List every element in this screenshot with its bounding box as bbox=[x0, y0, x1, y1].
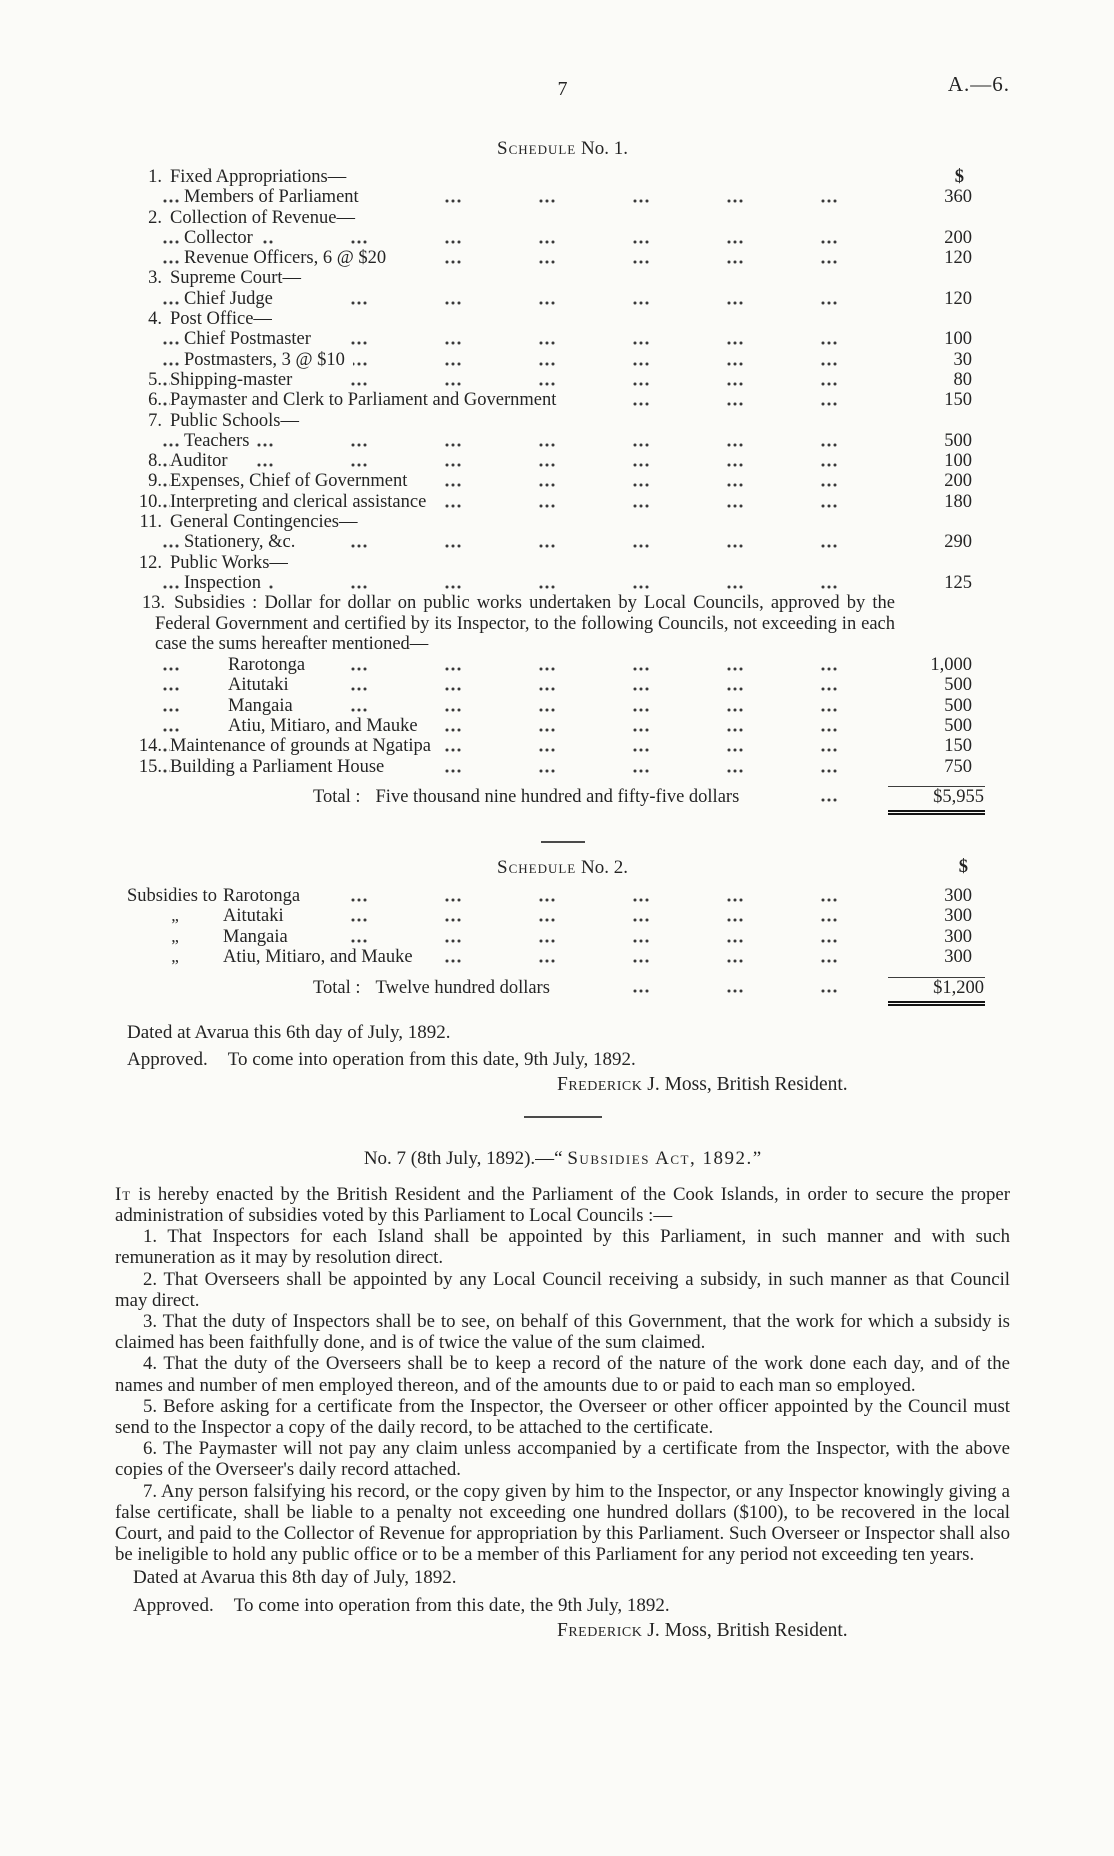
currency-header: $ bbox=[958, 856, 968, 877]
act-enacting-clause bbox=[115, 1184, 1010, 1226]
row-number: 3. bbox=[148, 268, 162, 289]
row-label: Stationery, &c. bbox=[184, 532, 303, 552]
row-label: Mangaia bbox=[228, 696, 301, 716]
schedule-1 bbox=[115, 138, 1010, 815]
total-amount: $5,955 bbox=[888, 786, 985, 815]
approved-text: To come into operation from this date, 9th July, 1892. bbox=[227, 1048, 636, 1070]
act-clause-6: 6. The Paymaster will not pay any claim unless accompanied by a certificate from the Inspector, with the above copies of the Overseer's daily record attached. bbox=[115, 1438, 1010, 1481]
row-amount: 150 bbox=[908, 736, 972, 756]
schedule-row bbox=[115, 492, 972, 512]
schedule-row bbox=[115, 451, 972, 471]
row-label: Shipping-master bbox=[170, 370, 300, 390]
row-amount: 120 bbox=[908, 289, 972, 309]
schedule-row bbox=[115, 329, 972, 349]
row-label: Aitutaki bbox=[223, 906, 292, 927]
row-number: 12. bbox=[138, 552, 162, 573]
act-heading-number: No. 7 (8th July, 1892).—“ bbox=[363, 1147, 568, 1169]
schedule-2-title-number: No. 2. bbox=[576, 856, 628, 878]
row-label: Teachers bbox=[184, 431, 257, 451]
total-text: Twelve hundred dollars bbox=[376, 978, 558, 999]
row-paragraph-text: Subsidies : Dollar for dollar on public works undertaken by Local Councils, approved by the Federal Government and certified by its Inspector, to the following Councils, not exceeding in each case the sums hereafter mentioned— bbox=[155, 593, 895, 655]
row-number: 10. bbox=[138, 491, 162, 512]
row-label: Auditor bbox=[170, 451, 236, 471]
page-header bbox=[115, 72, 1010, 104]
enacting-text: is hereby enacted by the British Resident and the Parliament of the Cook Islands, in order to secure the proper administration of subsidies voted by this Parliament to Local Councils :— bbox=[115, 1183, 1010, 1226]
approved-word: Approved. bbox=[133, 1595, 214, 1617]
schedule-row-paragraph bbox=[142, 593, 895, 655]
schedule-1-title-word: Schedule bbox=[497, 138, 577, 159]
row-label: Atiu, Mitiaro, and Mauke bbox=[228, 716, 426, 736]
row-label: Inspection bbox=[184, 573, 269, 593]
row-number: 2. bbox=[148, 207, 162, 228]
row-amount: 300 bbox=[908, 886, 972, 907]
schedule-row bbox=[115, 553, 972, 573]
act-body bbox=[115, 1184, 1010, 1566]
schedule-2-rows bbox=[115, 886, 1010, 968]
act-heading bbox=[115, 1148, 1010, 1170]
schedule-row bbox=[115, 167, 972, 187]
schedule-row bbox=[115, 655, 972, 675]
schedule-row bbox=[115, 431, 972, 451]
row-amount: 1,000 bbox=[908, 655, 972, 675]
row-number: 6. bbox=[148, 390, 162, 411]
act-clause-5: 5. Before asking for a certificate from the Inspector, the Overseer or other officer appointed by the Council must send to the Inspector a copy of the daily record, to be attached to the certificate. bbox=[115, 1395, 1010, 1439]
ditto-mark: „ bbox=[127, 947, 223, 968]
row-label: Rarotonga bbox=[228, 655, 313, 675]
signature-title: J. Moss, British Resident. bbox=[642, 1620, 848, 1642]
row-amount: 300 bbox=[908, 947, 972, 968]
act-clause-4: 4. That the duty of the Overseers shall be to keep a record of the nature of the work done each day, and of the names and number of men employed thereon, and of the amounts due to or paid to each man so employed. bbox=[115, 1353, 1010, 1396]
row-amount: 500 bbox=[908, 431, 972, 451]
row-amount: 500 bbox=[908, 716, 972, 736]
act-clause-1: 1. That Inspectors for each Island shall be appointed by this Parliament, in such manner and with such remuneration as it may by resolution direct. bbox=[115, 1226, 1010, 1269]
schedule-row bbox=[115, 268, 972, 288]
schedule-row bbox=[127, 906, 972, 927]
row-number: 4. bbox=[148, 309, 162, 330]
row-label: Mangaia bbox=[223, 927, 296, 948]
row-number: 5. bbox=[148, 369, 162, 390]
row-number: 11. bbox=[139, 512, 162, 533]
page-number: 7 bbox=[557, 78, 568, 100]
row-label: Revenue Officers, 6 @ $20 bbox=[184, 248, 394, 268]
row-number: 8. bbox=[148, 451, 162, 472]
row-number: 7. bbox=[148, 410, 162, 431]
schedule-1-rows bbox=[115, 167, 1010, 777]
schedule-row bbox=[115, 716, 972, 736]
schedule-row bbox=[115, 675, 972, 695]
signature-name: Frederick bbox=[557, 1073, 643, 1095]
row-amount: 500 bbox=[908, 675, 972, 695]
row-label: Public Works— bbox=[170, 553, 296, 573]
schedule-1-title-number: No. 1. bbox=[576, 138, 628, 159]
schedule-2-title bbox=[115, 857, 1010, 879]
row-number: 15. bbox=[138, 756, 162, 777]
subsidies-act bbox=[115, 1148, 1010, 1643]
row-label: Interpreting and clerical assistance bbox=[170, 492, 434, 512]
row-amount: 300 bbox=[908, 927, 972, 948]
row-amount: 180 bbox=[908, 492, 972, 512]
schedule-2 bbox=[115, 857, 1010, 1096]
total-label: Total : bbox=[313, 978, 376, 999]
row-amount: 200 bbox=[908, 228, 972, 248]
row-label: Public Schools— bbox=[170, 411, 307, 431]
row-amount: 360 bbox=[908, 187, 972, 207]
schedule-row bbox=[115, 757, 972, 777]
row-amount: 100 bbox=[908, 329, 972, 349]
row-amount: 100 bbox=[908, 451, 972, 471]
row-prefix: Subsidies to bbox=[127, 886, 223, 907]
schedule-row bbox=[115, 411, 972, 431]
row-label: Fixed Appropriations— bbox=[170, 167, 354, 187]
signature-name: Frederick bbox=[557, 1620, 643, 1642]
schedule-row bbox=[115, 390, 972, 410]
act-heading-close-quote: ” bbox=[752, 1147, 762, 1169]
row-label: Supreme Court— bbox=[170, 268, 309, 288]
row-amount: 125 bbox=[908, 573, 972, 593]
row-amount: 120 bbox=[908, 248, 972, 268]
schedule-1-title bbox=[115, 138, 1010, 160]
currency-header: $ bbox=[900, 167, 972, 187]
schedule-row bbox=[115, 248, 972, 268]
schedule-1-total-row bbox=[313, 786, 985, 815]
row-label: Chief Postmaster bbox=[184, 329, 319, 349]
schedule-row bbox=[127, 947, 972, 968]
row-label: Building a Parliament House bbox=[170, 757, 392, 777]
schedule-row bbox=[115, 370, 972, 390]
schedule-row bbox=[115, 736, 972, 756]
schedule-2-header bbox=[115, 857, 1010, 879]
row-label: Post Office— bbox=[170, 309, 280, 329]
section-divider bbox=[524, 1116, 602, 1118]
document-reference: A.—6. bbox=[947, 72, 1010, 96]
schedule-2-approved-line bbox=[127, 1049, 1010, 1071]
schedule-row bbox=[115, 471, 972, 491]
row-label: Collection of Revenue— bbox=[170, 208, 363, 228]
row-label: Expenses, Chief of Government bbox=[170, 471, 415, 491]
row-label: Postmasters, 3 @ $10 bbox=[184, 350, 353, 370]
row-label: Paymaster and Clerk to Parliament and Government bbox=[170, 390, 564, 410]
schedule-row bbox=[115, 289, 972, 309]
schedule-2-total-row bbox=[313, 977, 985, 1006]
act-clause-2: 2. That Overseers shall be appointed by any Local Council receiving a subsidy, in such manner as that Council may direct. bbox=[115, 1268, 1010, 1311]
signature-line bbox=[557, 1620, 1010, 1642]
row-label: Maintenance of grounds at Ngatipa bbox=[170, 736, 439, 756]
ditto-mark: „ bbox=[127, 906, 223, 927]
row-number: 13. bbox=[142, 593, 166, 614]
act-approved-line bbox=[133, 1595, 1010, 1617]
row-amount: 290 bbox=[908, 532, 972, 552]
row-number: 1. bbox=[148, 167, 162, 187]
ditto-mark: „ bbox=[127, 927, 223, 948]
schedule-2-title-word: Schedule bbox=[497, 856, 577, 878]
row-amount: 500 bbox=[908, 696, 972, 716]
row-amount: 30 bbox=[908, 350, 972, 370]
schedule-row bbox=[115, 208, 972, 228]
approved-word: Approved. bbox=[127, 1048, 208, 1070]
row-amount: 80 bbox=[908, 370, 972, 390]
row-amount: 200 bbox=[908, 471, 972, 491]
schedule-row bbox=[115, 228, 972, 248]
act-clause-7: 7. Any person falsifying his record, or the copy given by him to the Inspector, or any Inspector knowingly giving a false certificate, shall be liable to a penalty not exceeding one hundred dollars ($100), to be recovered in the local Court, and paid to the Collector of Revenue for appropriation by this Parliament. Such Overseer or Inspector shall also be ineligible to hold any public office or to be a member of this Parliament for any period not exceeding ten years. bbox=[115, 1480, 1010, 1566]
schedule-row bbox=[115, 187, 972, 207]
enacting-lead-word: It bbox=[115, 1183, 132, 1205]
schedule-row bbox=[115, 350, 972, 370]
schedule-row bbox=[127, 886, 972, 907]
schedule-row bbox=[115, 696, 972, 716]
act-clause-3: 3. That the duty of Inspectors shall be to see, on behalf of this Government, that the work for which a subsidy is claimed has been faithfully done, and is of twice the value of the sum claimed. bbox=[115, 1311, 1010, 1354]
row-label: General Contingencies— bbox=[170, 512, 366, 532]
schedule-row bbox=[115, 309, 972, 329]
act-heading-title: Subsidies Act, 1892. bbox=[567, 1147, 753, 1169]
row-amount: 750 bbox=[908, 757, 972, 777]
row-label: Members of Parliament bbox=[184, 187, 367, 207]
act-dated-line: Dated at Avarua this 8th day of July, 1892. bbox=[133, 1567, 457, 1589]
signature-title: J. Moss, British Resident. bbox=[642, 1073, 848, 1095]
total-label: Total : bbox=[313, 787, 376, 808]
total-amount: $1,200 bbox=[888, 977, 985, 1006]
schedule-row bbox=[115, 532, 972, 552]
row-label: Rarotonga bbox=[223, 886, 308, 907]
row-label: Aitutaki bbox=[228, 675, 297, 695]
row-amount: 150 bbox=[908, 390, 972, 410]
row-label: Collector bbox=[184, 228, 261, 248]
schedule-row bbox=[115, 512, 972, 532]
signature-line bbox=[557, 1074, 1010, 1096]
row-number: 14. bbox=[138, 736, 162, 757]
schedule-row bbox=[115, 573, 972, 593]
section-divider bbox=[541, 841, 585, 843]
row-label: Atiu, Mitiaro, and Mauke bbox=[223, 947, 421, 968]
total-text: Five thousand nine hundred and fifty-five dollars bbox=[376, 787, 748, 808]
row-number: 9. bbox=[148, 471, 162, 492]
row-amount: 300 bbox=[908, 906, 972, 927]
row-label: Chief Judge bbox=[184, 289, 281, 309]
approved-text: To come into operation from this date, the 9th July, 1892. bbox=[233, 1595, 670, 1617]
schedule-2-dated-line: Dated at Avarua this 6th day of July, 1892. bbox=[127, 1021, 451, 1043]
schedule-row bbox=[127, 927, 972, 948]
